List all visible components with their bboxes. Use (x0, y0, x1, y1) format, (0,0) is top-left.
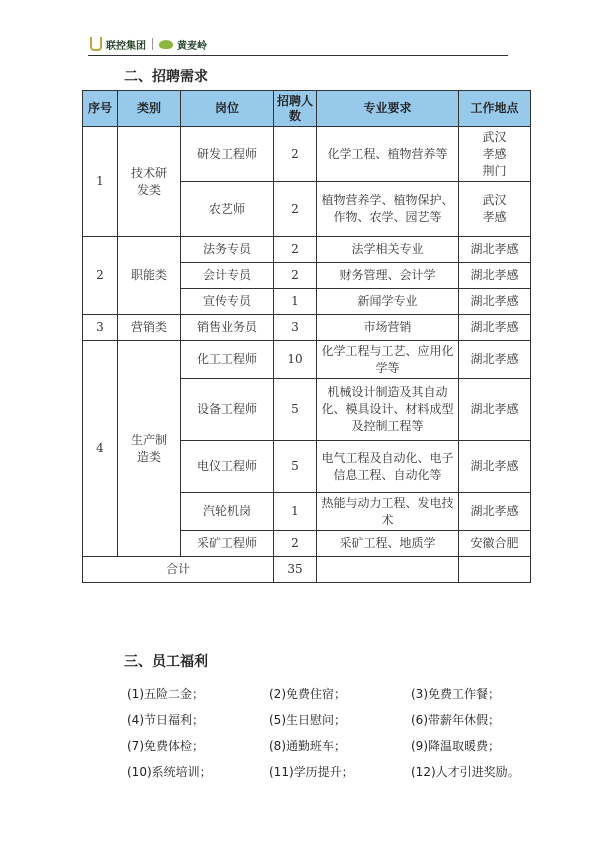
cell-major: 机械设计制造及其自动化、模具设计、材料成型及控制工程等 (317, 379, 459, 441)
total-empty-location (459, 557, 531, 583)
cell-position: 农艺师 (181, 182, 274, 237)
header-major: 专业要求 (317, 91, 459, 127)
benefit-item: (6)带薪年休假； (411, 713, 500, 727)
table-row (83, 341, 531, 379)
cell-no: 3 (83, 315, 118, 341)
benefit-item: (3)免费工作餐； (411, 687, 500, 701)
logo-divider (152, 38, 153, 50)
cell-major: 化学工程、植物营养等 (317, 127, 459, 182)
cell-major: 新闻学专业 (317, 289, 459, 315)
cell-count: 10 (274, 341, 317, 379)
benefit-item: (2)免费住宿； (269, 687, 346, 701)
cell-count: 2 (274, 531, 317, 557)
cell-location: 湖北孝感 (459, 315, 531, 341)
cell-count: 3 (274, 315, 317, 341)
cell-location: 湖北孝感 (459, 237, 531, 263)
cell-major: 法学相关专业 (317, 237, 459, 263)
cell-location: 武汉 孝感 (459, 182, 531, 237)
cell-no: 4 (83, 341, 118, 557)
cell-position: 电仪工程师 (181, 441, 274, 493)
cell-major: 市场营销 (317, 315, 459, 341)
cell-count: 5 (274, 379, 317, 441)
table-row (83, 315, 531, 341)
benefit-item: (7)免费体检； (127, 739, 204, 753)
header-count: 招聘人数 (274, 91, 317, 127)
cell-major: 热能与动力工程、发电技术 (317, 493, 459, 531)
benefit-item: (5)生日慰问； (269, 713, 346, 727)
cell-major: 化学工程与工艺、应用化学等 (317, 341, 459, 379)
cell-location: 湖北孝感 (459, 263, 531, 289)
header-rule (88, 55, 508, 56)
page-header (90, 36, 207, 52)
cell-count: 2 (274, 263, 317, 289)
cell-count: 1 (274, 289, 317, 315)
header-position: 岗位 (181, 91, 274, 127)
cell-position: 会计专员 (181, 263, 274, 289)
total-row (83, 557, 531, 583)
benefit-item: (8)通勤班车； (269, 739, 346, 753)
cell-location: 湖北孝感 (459, 493, 531, 531)
table-row (83, 127, 531, 182)
cell-position: 宣传专员 (181, 289, 274, 315)
benefit-item: (1)五险二金； (127, 687, 204, 701)
benefit-item: (12)人才引进奖励。 (411, 765, 520, 779)
group-logo-icon (90, 37, 102, 51)
cell-position: 设备工程师 (181, 379, 274, 441)
cell-location: 湖北孝感 (459, 379, 531, 441)
benefit-item: (4)节日福利； (127, 713, 204, 727)
cell-position: 销售业务员 (181, 315, 274, 341)
cell-location: 武汉 孝感 荆门 (459, 127, 531, 182)
cell-position: 汽轮机岗 (181, 493, 274, 531)
cell-position: 研发工程师 (181, 127, 274, 182)
cell-category: 生产制造类 (118, 341, 181, 557)
table-body (83, 127, 531, 583)
benefit-item: (10)系统培训； (127, 765, 212, 779)
cell-count: 1 (274, 493, 317, 531)
brand-name-1: 联控集团 (106, 40, 146, 52)
section-title-benefits: 三、员工福利 (124, 654, 208, 670)
section-title-recruitment: 二、招聘需求 (124, 69, 208, 85)
benefits-list (127, 684, 547, 783)
table-row (83, 237, 531, 263)
header-category: 类别 (118, 91, 181, 127)
cell-location: 湖北孝感 (459, 341, 531, 379)
cell-location: 湖北孝感 (459, 289, 531, 315)
recruitment-table (82, 90, 531, 583)
cell-no: 2 (83, 237, 118, 315)
benefit-item: (9)降温取暖费； (411, 739, 500, 753)
cell-category: 职能类 (118, 237, 181, 315)
cell-count: 5 (274, 441, 317, 493)
cell-major: 采矿工程、地质学 (317, 531, 459, 557)
brand-name-2: 黄麦岭 (177, 40, 207, 52)
cell-category: 营销类 (118, 315, 181, 341)
cell-major: 电气工程及自动化、电子信息工程、自动化等 (317, 441, 459, 493)
cell-count: 2 (274, 237, 317, 263)
cell-location: 湖北孝感 (459, 441, 531, 493)
cell-major: 植物营养学、植物保护、作物、农学、园艺等 (317, 182, 459, 237)
cell-no: 1 (83, 127, 118, 237)
header-no: 序号 (83, 91, 118, 127)
cell-position: 化工工程师 (181, 341, 274, 379)
cell-major: 财务管理、会计学 (317, 263, 459, 289)
total-count: 35 (274, 557, 317, 583)
leaf-logo-icon (159, 40, 173, 49)
cell-position: 采矿工程师 (181, 531, 274, 557)
total-label: 合计 (83, 557, 274, 583)
cell-location: 安徽合肥 (459, 531, 531, 557)
cell-position: 法务专员 (181, 237, 274, 263)
cell-count: 2 (274, 182, 317, 237)
cell-category: 技术研发类 (118, 127, 181, 237)
total-empty-major (317, 557, 459, 583)
header-location: 工作地点 (459, 91, 531, 127)
benefit-item: (11)学历提升； (269, 765, 354, 779)
cell-count: 2 (274, 127, 317, 182)
